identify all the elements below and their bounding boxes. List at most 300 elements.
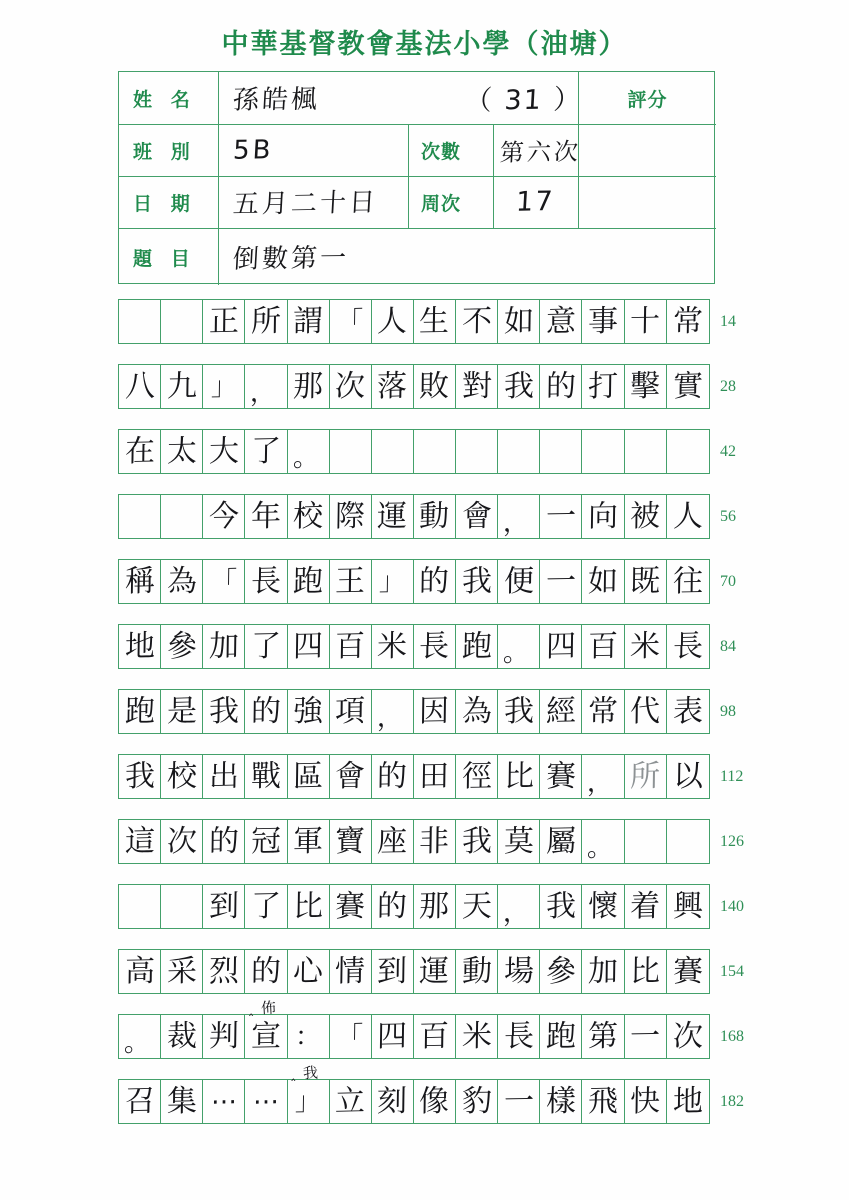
composition-row-cells [118,1014,710,1059]
composition-cell[interactable] [288,430,330,473]
composition-cell[interactable] [203,560,245,603]
composition-cell[interactable] [625,365,667,408]
composition-cell[interactable] [498,365,540,408]
composition-character: 敗 [419,368,450,404]
composition-character: 采 [166,953,197,989]
composition-cell[interactable] [372,950,414,993]
composition-cell[interactable] [582,430,624,473]
composition-cell[interactable] [288,885,330,928]
composition-cell[interactable] [288,755,330,798]
composition-character: 第 [587,1018,619,1054]
composition-character: 徑 [461,758,492,794]
week-label: 周次 [421,194,462,215]
composition-cell[interactable] [582,1080,624,1123]
composition-cell[interactable] [625,885,667,928]
line-number: 154 [720,963,744,980]
composition-cell[interactable] [540,365,582,408]
composition-character: 百 [587,628,619,664]
line-number: 70 [720,573,736,590]
composition-cell[interactable] [456,430,498,473]
composition-character: 常 [672,303,703,339]
composition-character: 跑 [292,563,324,599]
composition-cell[interactable] [498,950,540,993]
composition-cell[interactable] [288,1080,330,1123]
composition-cell[interactable] [625,300,667,343]
composition-character: 年 [250,498,282,534]
composition-character: 一 [629,1018,661,1054]
composition-row [118,1063,744,1124]
composition-character: 我 [503,693,534,729]
composition-cell[interactable] [456,495,498,538]
composition-cell[interactable] [414,820,456,863]
composition-cell[interactable] [203,950,245,993]
composition-cell[interactable] [203,365,245,408]
composition-cell[interactable] [330,1015,372,1058]
composition-cell[interactable] [540,950,582,993]
composition-character: 賽 [545,758,577,794]
composition-cell[interactable] [540,430,582,473]
composition-character: 比 [292,888,324,924]
composition-cell[interactable] [582,950,624,993]
composition-cell[interactable] [203,300,245,343]
info-row-name [119,72,714,125]
composition-cell[interactable] [245,625,287,668]
composition-cell[interactable] [372,365,414,408]
composition-cell[interactable] [330,560,372,603]
composition-character: 長 [250,563,282,599]
label-cell-score [579,72,716,125]
composition-character: 區 [292,758,324,794]
composition-cell[interactable] [372,1080,414,1123]
info-row-topic [119,229,714,285]
composition-cell[interactable] [498,1015,540,1058]
composition-character: 這 [124,823,155,859]
composition-cell[interactable] [288,300,330,343]
composition-character: 次 [334,368,366,404]
composition-cell[interactable] [372,1015,414,1058]
composition-cell[interactable] [498,1080,540,1123]
composition-cell[interactable] [456,755,498,798]
composition-cell[interactable] [414,365,456,408]
composition-cell[interactable] [119,625,161,668]
composition-cell[interactable] [288,950,330,993]
composition-cell[interactable] [161,1015,203,1058]
composition-cell[interactable] [498,820,540,863]
composition-cell[interactable] [625,1080,667,1123]
composition-cell[interactable] [667,690,709,733]
composition-cell[interactable] [625,495,667,538]
composition-cell[interactable] [414,950,456,993]
composition-character: 。 [587,832,614,864]
composition-cell[interactable] [245,1015,287,1058]
composition-character: 出 [208,758,240,794]
composition-cell[interactable] [414,495,456,538]
composition-cell[interactable] [245,300,287,343]
composition-cell[interactable] [667,495,709,538]
composition-character: 會 [461,498,492,534]
composition-cell[interactable] [540,625,582,668]
composition-cell[interactable] [372,495,414,538]
composition-character: 所 [250,303,282,339]
composition-cell[interactable] [161,560,203,603]
composition-cell[interactable] [203,1080,245,1123]
composition-character: 快 [629,1083,661,1119]
composition-cell[interactable] [245,885,287,928]
composition-cell[interactable] [456,560,498,603]
composition-character: 人 [672,498,703,534]
composition-cell[interactable] [330,430,372,473]
composition-cell[interactable] [667,625,709,668]
label-cell-times [409,125,494,177]
value-cell-name[interactable] [219,72,584,125]
composition-character: 十 [629,303,661,339]
line-number: 98 [720,703,736,720]
composition-cell[interactable] [330,495,372,538]
composition-row-cells [118,1079,710,1124]
composition-character: ⋯ [252,1086,280,1117]
composition-character: 是 [166,693,197,729]
composition-character: 冠 [250,823,282,859]
value-cell-date[interactable] [219,177,409,229]
composition-character: 賽 [672,953,703,989]
composition-cell[interactable] [119,495,161,538]
composition-cell[interactable] [498,300,540,343]
composition-cell[interactable] [119,885,161,928]
composition-character: 莫 [503,823,534,859]
correction-insert-text: 我 [302,1063,319,1083]
composition-cell[interactable] [456,690,498,733]
line-number: 84 [720,638,736,655]
composition-cell[interactable] [161,495,203,538]
composition-character: ， [502,507,530,539]
composition-cell[interactable] [203,495,245,538]
value-cell-week[interactable] [494,177,579,229]
composition-cell[interactable] [667,300,709,343]
composition-cell[interactable] [245,820,287,863]
composition-cell[interactable] [414,625,456,668]
composition-cell[interactable] [582,300,624,343]
composition-cell[interactable] [330,950,372,993]
composition-character: 加 [208,628,240,664]
label-cell-class [119,125,219,177]
composition-character: 謂 [292,303,324,339]
composition-cell[interactable] [667,1015,709,1058]
composition-cell[interactable] [288,625,330,668]
composition-character: 四 [377,1018,408,1054]
composition-cell[interactable] [161,820,203,863]
label-cell-week [409,177,494,229]
page-title: 中華基督教會基法小學（油塘） [221,29,628,59]
composition-cell[interactable] [245,430,287,473]
composition-character: 王 [334,563,366,599]
composition-character: 興 [672,888,703,924]
name-label: 姓 名 [133,89,197,111]
composition-character: 運 [377,498,408,534]
composition-cell[interactable] [119,1015,161,1058]
composition-character: 百 [419,1018,450,1054]
composition-cell[interactable] [245,755,287,798]
composition-character: 的 [250,693,282,729]
composition-row [118,624,736,669]
composition-cell[interactable] [288,365,330,408]
composition-cell[interactable] [119,820,161,863]
composition-cell[interactable] [245,365,287,408]
composition-character: 像 [419,1083,450,1119]
composition-cell[interactable] [540,690,582,733]
composition-cell[interactable] [625,950,667,993]
value-cell-times[interactable] [494,125,582,177]
composition-cell[interactable] [667,885,709,928]
composition-character: 樣 [545,1083,577,1119]
composition-cell[interactable] [372,820,414,863]
composition-cell[interactable] [161,755,203,798]
composition-character: 正 [208,303,240,339]
composition-cell[interactable] [372,885,414,928]
composition-row [118,819,744,864]
composition-character: 我 [461,563,492,599]
composition-character: 的 [419,563,450,599]
composition-cell[interactable] [203,885,245,928]
composition-cell[interactable] [540,495,582,538]
composition-character: 百 [334,628,366,664]
composition-character: 米 [629,628,661,664]
composition-cell[interactable] [414,885,456,928]
date-label: 日 期 [133,194,197,215]
composition-cell[interactable] [540,885,582,928]
composition-cell[interactable] [625,755,667,798]
composition-cell[interactable] [582,365,624,408]
composition-character: 米 [461,1018,492,1054]
composition-cell[interactable] [330,1080,372,1123]
composition-character: 飛 [587,1083,619,1119]
composition-cell[interactable] [245,950,287,993]
composition-grid [118,299,744,1144]
composition-cell[interactable] [330,690,372,733]
composition-cell[interactable] [582,885,624,928]
composition-cell[interactable] [582,690,624,733]
composition-cell[interactable] [667,950,709,993]
composition-character: 加 [587,953,619,989]
composition-character: 地 [672,1083,703,1119]
composition-character: 那 [419,888,450,924]
composition-character: 八 [124,368,155,404]
composition-cell[interactable] [582,820,624,863]
composition-character: 場 [503,953,534,989]
composition-cell[interactable] [625,820,667,863]
composition-character: ， [250,377,277,409]
composition-character: 九 [166,368,197,404]
composition-cell[interactable] [372,755,414,798]
composition-cell[interactable] [582,625,624,668]
composition-cell[interactable] [625,690,667,733]
composition-cell[interactable] [330,365,372,408]
composition-cell[interactable] [161,885,203,928]
composition-cell[interactable] [498,560,540,603]
composition-character: 今 [208,498,240,534]
composition-cell[interactable] [414,1015,456,1058]
line-number: 126 [720,833,744,850]
composition-cell[interactable] [582,755,624,798]
composition-cell[interactable] [372,625,414,668]
composition-cell[interactable] [540,755,582,798]
composition-cell[interactable] [667,1080,709,1123]
composition-cell[interactable] [456,950,498,993]
composition-cell[interactable] [456,300,498,343]
composition-character: 召 [124,1083,155,1119]
composition-cell[interactable] [414,690,456,733]
composition-character: 了 [250,888,282,924]
composition-character: 動 [419,498,450,534]
composition-row-cells [118,884,710,929]
composition-character: 常 [587,693,619,729]
composition-cell[interactable] [456,365,498,408]
composition-cell[interactable] [203,690,245,733]
composition-cell[interactable] [161,300,203,343]
composition-row-cells [118,364,710,409]
student-info-table [118,71,715,284]
composition-character: 事 [587,303,619,339]
date-value: 五月二十日 [232,187,379,220]
composition-character: 會 [334,758,366,794]
composition-cell[interactable] [372,690,414,733]
composition-cell[interactable] [161,365,203,408]
composition-cell[interactable] [498,755,540,798]
topic-value: 倒數第一 [232,242,350,275]
composition-cell[interactable] [414,755,456,798]
composition-cell[interactable] [498,625,540,668]
composition-cell[interactable] [119,300,161,343]
composition-cell[interactable] [119,755,161,798]
composition-cell[interactable] [625,430,667,473]
composition-cell[interactable] [456,820,498,863]
correction-insert-text: 佈 [260,998,277,1018]
composition-cell[interactable] [456,1080,498,1123]
composition-cell[interactable] [625,560,667,603]
composition-character: 。 [292,442,319,474]
composition-cell[interactable] [203,430,245,473]
composition-cell[interactable] [540,820,582,863]
composition-cell[interactable] [372,560,414,603]
composition-cell[interactable] [288,1015,330,1058]
composition-cell[interactable] [414,560,456,603]
composition-cell[interactable] [372,300,414,343]
composition-character: 寶 [334,823,366,859]
composition-cell[interactable] [667,560,709,603]
composition-cell[interactable] [119,950,161,993]
composition-cell[interactable] [456,1015,498,1058]
composition-cell[interactable] [245,1080,287,1123]
composition-cell[interactable] [667,365,709,408]
composition-cell[interactable] [667,755,709,798]
composition-character: 地 [124,628,155,664]
composition-character: ， [502,897,530,929]
composition-cell[interactable] [625,625,667,668]
composition-cell[interactable] [245,690,287,733]
composition-cell[interactable] [330,885,372,928]
composition-cell[interactable] [498,885,540,928]
composition-cell[interactable] [330,820,372,863]
composition-cell[interactable] [161,430,203,473]
composition-character: 長 [503,1018,534,1054]
composition-cell[interactable] [119,430,161,473]
composition-cell[interactable] [161,690,203,733]
line-number: 112 [720,768,744,785]
composition-character: 」 [379,566,406,597]
composition-cell[interactable] [330,625,372,668]
composition-cell[interactable] [203,820,245,863]
composition-cell[interactable] [540,300,582,343]
composition-row-cells [118,819,710,864]
composition-character: 參 [545,953,577,989]
composition-cell[interactable] [161,625,203,668]
composition-cell[interactable] [540,560,582,603]
composition-character: 我 [545,888,577,924]
composition-row [118,494,736,539]
composition-cell[interactable] [119,365,161,408]
composition-character: 為 [461,693,492,729]
composition-cell[interactable] [288,560,330,603]
composition-cell[interactable] [414,1080,456,1123]
composition-cell[interactable] [288,495,330,538]
composition-cell[interactable] [456,625,498,668]
composition-cell[interactable] [203,1015,245,1058]
composition-character: 的 [377,758,408,794]
composition-cell[interactable] [288,690,330,733]
composition-cell[interactable] [119,1080,161,1123]
composition-cell[interactable] [203,755,245,798]
composition-cell[interactable] [540,1080,582,1123]
composition-cell[interactable] [456,885,498,928]
composition-cell[interactable] [582,495,624,538]
composition-character: 宣 [250,1018,282,1054]
composition-row [118,949,744,994]
composition-cell[interactable] [498,430,540,473]
line-number: 140 [720,898,744,915]
composition-cell[interactable] [119,560,161,603]
composition-cell[interactable] [245,560,287,603]
composition-cell[interactable] [540,1015,582,1058]
composition-character: 着 [629,888,661,924]
composition-cell[interactable] [667,820,709,863]
composition-character: 了 [250,628,282,664]
composition-character: 四 [292,628,324,664]
composition-cell[interactable] [119,690,161,733]
line-number: 42 [720,443,736,460]
value-cell-score[interactable] [579,125,716,177]
composition-cell[interactable] [498,690,540,733]
composition-cell[interactable] [330,755,372,798]
composition-cell[interactable] [582,1015,624,1058]
composition-cell[interactable] [498,495,540,538]
composition-cell[interactable] [414,300,456,343]
composition-cell[interactable] [582,560,624,603]
composition-cell[interactable] [203,625,245,668]
composition-cell[interactable] [161,950,203,993]
composition-cell[interactable] [667,430,709,473]
class-label: 班 別 [133,142,197,163]
composition-cell[interactable] [330,300,372,343]
composition-character: 運 [419,953,450,989]
composition-cell[interactable] [161,1080,203,1123]
composition-cell[interactable] [245,495,287,538]
value-cell-class[interactable] [219,125,409,177]
composition-cell[interactable] [288,820,330,863]
value-cell-topic[interactable] [219,229,716,285]
composition-character: 烈 [208,953,240,989]
composition-cell[interactable] [414,430,456,473]
composition-cell[interactable] [625,1015,667,1058]
composition-cell[interactable] [372,430,414,473]
